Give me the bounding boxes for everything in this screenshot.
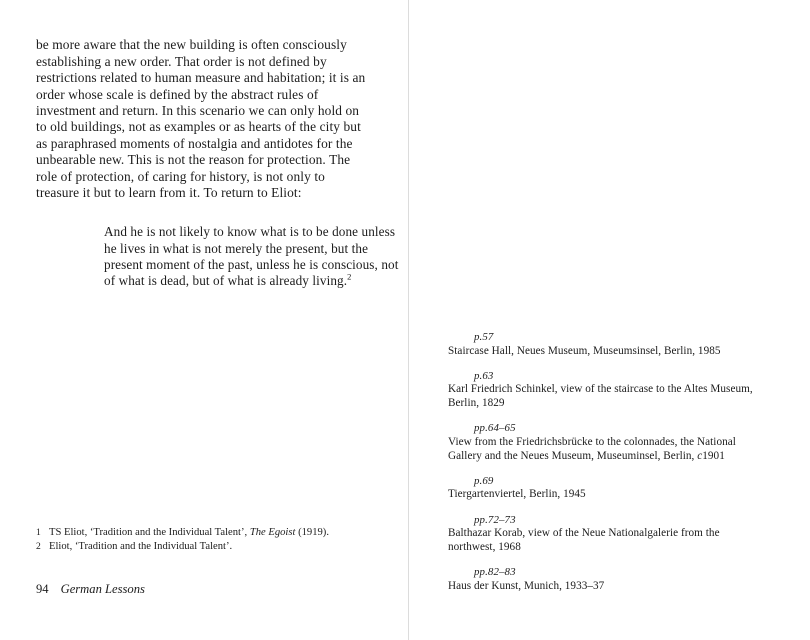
footnote-text-before: Eliot, ‘Tradition and the Individual Talent’.: [49, 540, 233, 552]
caption-entry: [448, 370, 768, 411]
footnotes-block: [36, 526, 376, 553]
caption-entry: [448, 422, 768, 463]
footnote-text-after: (1919).: [295, 527, 329, 538]
quotation-footnote-marker: 2: [347, 272, 352, 283]
block-quotation: [104, 224, 404, 290]
caption-entry: [448, 331, 768, 358]
folio-book-title: German Lessons: [60, 582, 145, 596]
folio-page-number: 94: [36, 582, 49, 596]
footnote-number: 2: [36, 540, 41, 552]
caption-page-reference: pp.82–83: [474, 566, 516, 579]
caption-text-after: 1901: [702, 449, 725, 462]
caption-page-reference: p.63: [474, 369, 494, 382]
image-caption-list: [448, 331, 768, 594]
footnote-item: [36, 540, 376, 554]
caption-entry: [448, 475, 768, 502]
caption-page-reference: p.57: [474, 331, 494, 343]
quotation-text: And he is not likely to know what is to be done unless he lives in what is not merely the present, but the present moment of the past, unless he is conscious, not of what is dead, but of what is already living.: [104, 224, 399, 289]
footnote-italic-title: The Egoist: [249, 527, 296, 538]
caption-description: Tiergartenviertel, Berlin, 1945: [448, 488, 586, 501]
page-folio: [36, 582, 145, 597]
caption-entry: [448, 514, 768, 555]
footnote-number: 1: [36, 527, 41, 538]
body-paragraph: be more aware that the new building is often consciously establishing a new order. That order is not defined by restrictions related to human measure and habitation; it is an order whose scale is defined by the abstract rules of investment and return. In this scenario we can only hold on to old buildings, not as examples or as hearts of the city but as paraphrased moments of nostalgia and antidotes for the unbearable new. This is not the reason for protection. The role of protection, of caring for history, is not only to treasure it but to learn from it. To return to Eliot:: [36, 37, 366, 201]
caption-description: Karl Friedrich Schinkel, view of the staircase to the Altes Museum, Berlin, 1829: [448, 383, 753, 410]
caption-circa-marker: c: [697, 449, 703, 462]
footnote-text-before: TS Eliot, ‘Tradition and the Individual Talent’,: [49, 527, 250, 538]
footnote-item: [36, 526, 376, 540]
caption-description: Haus der Kunst, Munich, 1933–37: [448, 579, 605, 592]
caption-text-before: View from the Friedrichsbrücke to the colonnades, the National Gallery and the Neues Museum, Museuminsel, Berlin,: [448, 435, 736, 462]
right-page: [409, 0, 810, 640]
caption-description: Balthazar Korab, view of the Neue Nationalgalerie from the northwest, 1968: [448, 527, 720, 554]
caption-description: [448, 436, 768, 464]
caption-description: Staircase Hall, Neues Museum, Museumsinsel, Berlin, 1985: [448, 344, 721, 357]
caption-entry: [448, 566, 768, 593]
caption-page-reference: p.69: [474, 474, 494, 487]
caption-page-reference: pp.72–73: [474, 513, 516, 526]
caption-page-reference: pp.64–65: [474, 422, 516, 435]
